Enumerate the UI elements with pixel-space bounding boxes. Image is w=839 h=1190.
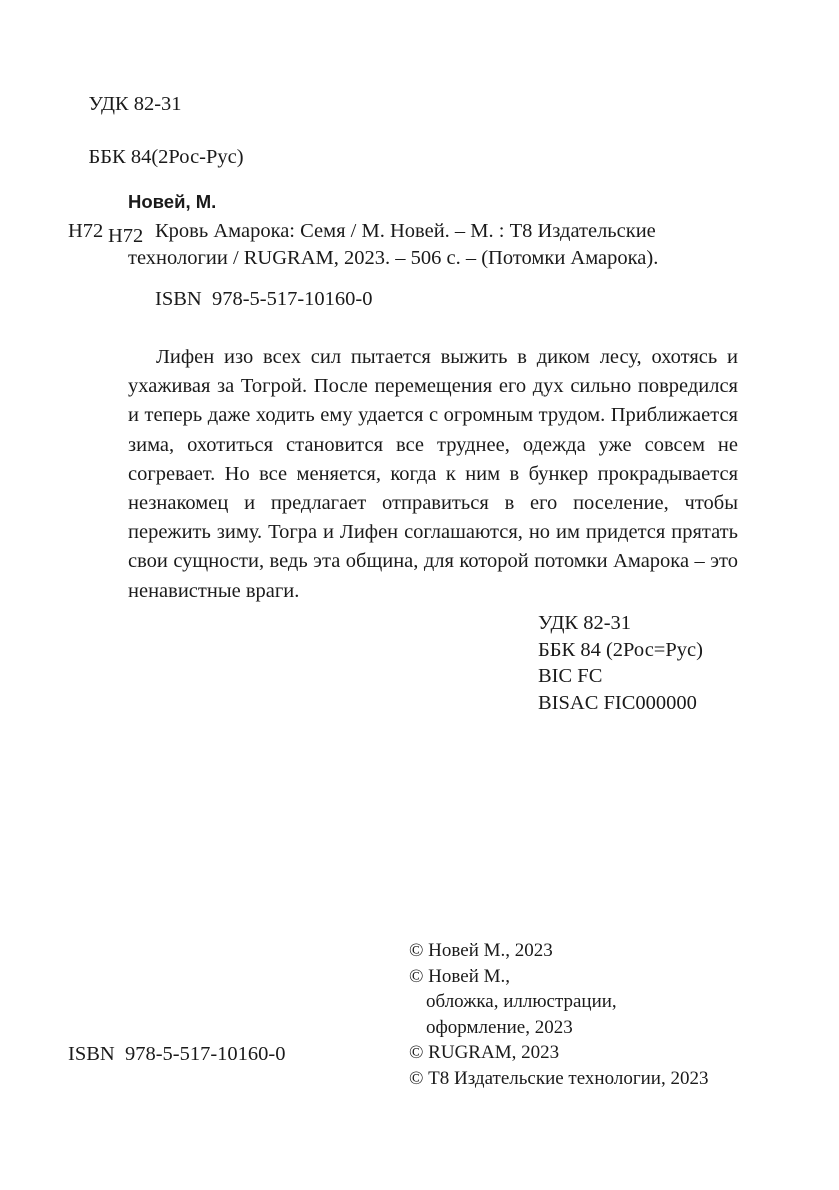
copyright-line: © RUGRAM, 2023 <box>409 1042 560 1064</box>
bbk-code-bottom: ББК 84 (2Рос=Рус) <box>538 638 703 661</box>
shelf-code-top: Н72 <box>108 225 144 247</box>
bic-code: BIC FC <box>538 665 603 687</box>
copyright-block <box>409 938 708 1092</box>
copyright-line: © Новей М., <box>409 965 511 987</box>
udk-code-bottom: УДК 82-31 <box>538 612 632 634</box>
description-row <box>68 218 740 272</box>
copyright-line: © Новей М., 2023 <box>409 940 553 961</box>
shelf-mark: Н72 <box>68 220 104 242</box>
bibliographic-description: Кровь Амарока: Семя / М. Новей. – М. : Т8 Издательские технологии / RUGRAM, 2023. – 506 с. – (Потомки Амарока). <box>128 220 659 269</box>
cip-footer-block <box>538 610 703 716</box>
bibliographic-record <box>68 190 740 272</box>
isbn-primary: ISBN 978-5-517-10160-0 <box>155 288 373 310</box>
copyright-line: обложка, иллюстрации, <box>426 991 617 1013</box>
author-name: Новей, М. <box>128 191 217 212</box>
isbn-bottom: ISBN 978-5-517-10160-0 <box>68 1043 286 1065</box>
bisac-code: BISAC FIC000000 <box>538 691 697 714</box>
annotation-text: Лифен изо всех сил пытается выжить в диком лесу, охотясь и ухаживая за Тогрой. После перемещения его дух сильно повредился и теперь даже ходить ему удается с огромным трудом. Приближается зима, охотиться становится все труднее, одежда уже совсем не согревает. Но все меняется, когда к ним в бункер прокрадывается незнакомец и предлагает отправиться в его поселение, чтобы пережить зиму. Тогра и Лифен соглашаются, но им придется прятать свои сущности, ведь эта община, для которой потомки Амарока – это ненавистные враги. <box>128 346 738 602</box>
copyright-line: оформление, 2023 <box>426 1016 573 1038</box>
copyright-line: © Т8 Издательские технологии, 2023 <box>409 1067 709 1089</box>
udk-code-top: УДК 82-31 <box>88 92 182 115</box>
bbk-code-top: ББК 84(2Рос-Рус) <box>88 145 244 168</box>
